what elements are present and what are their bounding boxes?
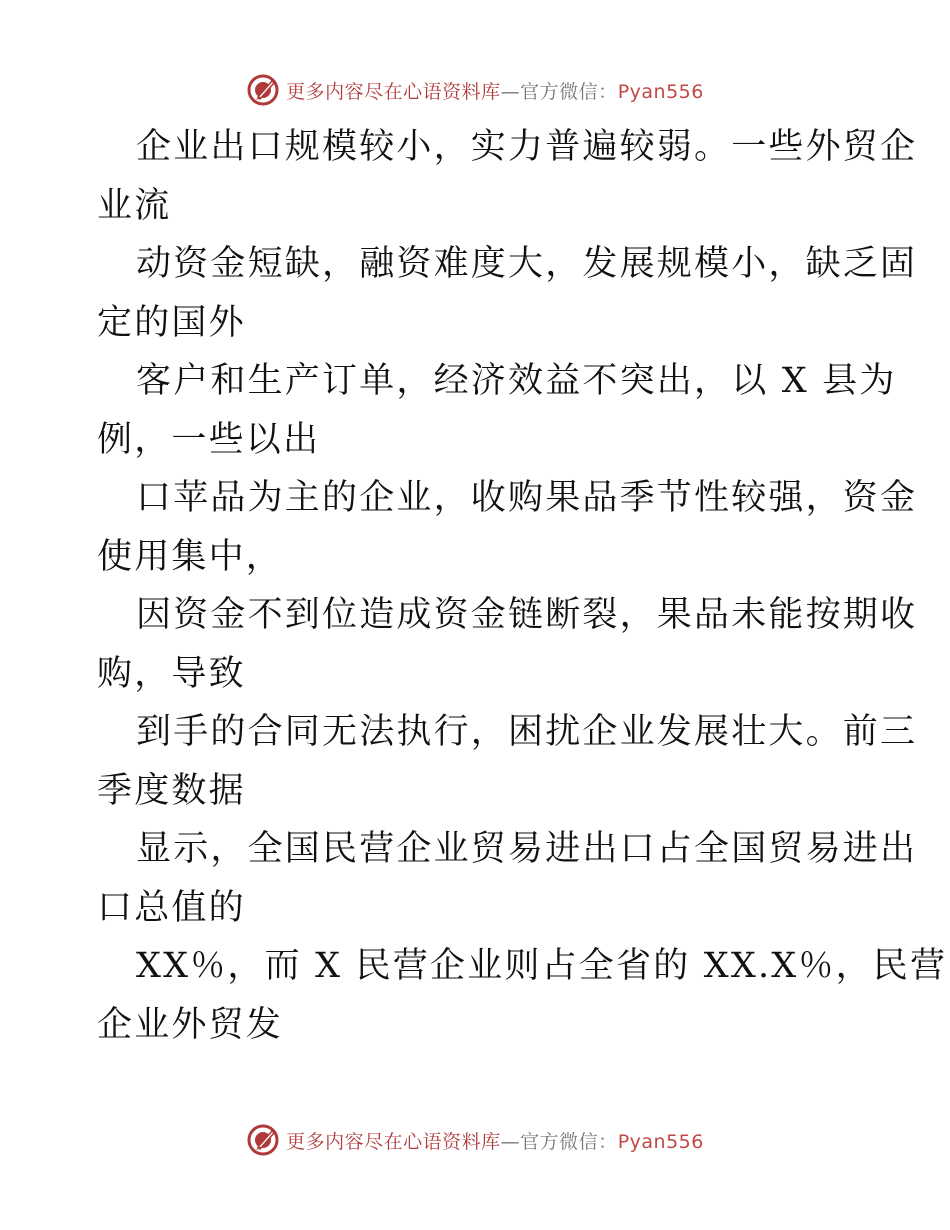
text-line: 例，一些以出	[97, 419, 321, 460]
watermark-handle: Pyan556	[617, 1130, 704, 1153]
text-line: 客户和生产订单，经济效益不突出，以 X 县为	[136, 361, 897, 401]
brand-logo-icon	[246, 73, 280, 107]
watermark-wechat-label: 官方微信：	[520, 1130, 618, 1153]
text-line: 因资金不到位造成资金链断裂，果品未能按期收	[136, 595, 918, 635]
watermark-brand: 更多内容尽在心语资料库	[286, 80, 501, 103]
watermark-text	[286, 1127, 704, 1154]
text-line: 口总值的	[97, 887, 246, 928]
header-watermark	[0, 70, 950, 110]
text-line: 业流	[97, 185, 172, 226]
text-line: 企业出口规模较小，实力普遍较弱。一些外贸企	[136, 127, 918, 167]
watermark-brand: 更多内容尽在心语资料库	[286, 1130, 501, 1153]
watermark-separator: —	[500, 80, 521, 103]
text-line: XX％，而 X 民营企业则占全省的 XX.X％，民营	[136, 946, 948, 986]
text-line: 动资金短缺，融资难度大，发展规模小，缺乏固	[136, 244, 918, 284]
text-line: 显示，全国民营企业贸易进出口占全国贸易进出	[136, 829, 918, 869]
text-line: 季度数据	[97, 770, 246, 811]
footer-watermark	[0, 1120, 950, 1160]
text-line: 口苹品为主的企业，收购果品季节性较强，资金	[136, 478, 918, 518]
text-line: 购，导致	[97, 653, 246, 694]
watermark-wechat-label: 官方微信：	[520, 80, 618, 103]
text-line: 企业外贸发	[97, 1004, 284, 1045]
text-line: 定的国外	[97, 302, 246, 343]
text-line: 使用集中，	[97, 536, 284, 577]
watermark-handle: Pyan556	[617, 80, 704, 103]
brand-logo-icon	[246, 1123, 280, 1157]
watermark-text	[286, 77, 704, 104]
watermark-separator: —	[500, 1130, 521, 1153]
text-line: 到手的合同无法执行，困扰企业发展壮大。前三	[136, 712, 918, 752]
document-body	[97, 118, 948, 1054]
